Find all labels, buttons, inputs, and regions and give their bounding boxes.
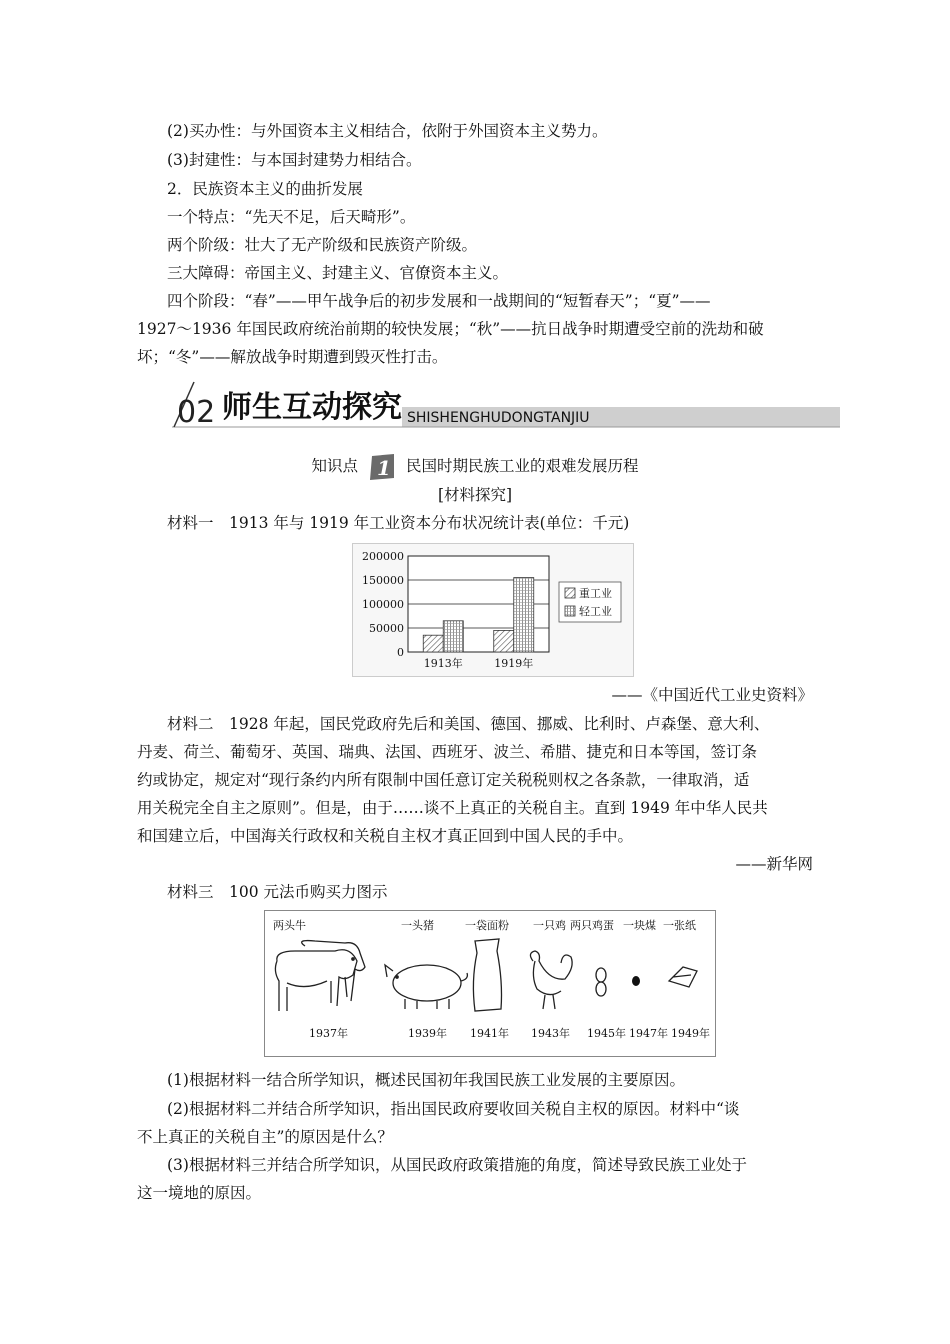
section-banner bbox=[172, 372, 840, 430]
question-3-line-2: 这一境地的原因。 bbox=[137, 1184, 262, 1202]
material3-caption: 材料三 100 元法币购买力图示 bbox=[167, 883, 388, 901]
item-year-1945: 1945年 bbox=[587, 1027, 626, 1040]
item-label-chicken: 一只鸡 bbox=[533, 919, 566, 932]
feature-2: 两个阶级：壮大了无产阶级和民族资产阶级。 bbox=[167, 236, 478, 254]
question-2-line-1: (2)根据材料二并结合所学知识，指出国民政府要收回关税自主权的原因。材料中“谈 bbox=[167, 1100, 740, 1118]
item-year-1937: 1937年 bbox=[309, 1027, 348, 1040]
legend-swatch bbox=[565, 606, 575, 616]
kp-number: 1 bbox=[377, 456, 391, 480]
kp-prefix: 知识点 bbox=[311, 457, 358, 475]
kp-title: 民国时期民族工业的艰难发展历程 bbox=[406, 457, 639, 475]
item-label-pig: 一头猪 bbox=[401, 919, 434, 932]
flour-sack-icon bbox=[473, 939, 501, 1011]
kp-number-badge bbox=[368, 454, 396, 480]
legend-label: 重工业 bbox=[579, 587, 612, 600]
y-tick-label: 150000 bbox=[362, 574, 404, 587]
bar-重工业-1913年 bbox=[423, 635, 443, 652]
material1-caption: 材料一 1913 年与 1919 年工业资本分布状况统计表(单位：千元) bbox=[167, 514, 630, 532]
feature-1: 一个特点：“先天不足，后天畸形”。 bbox=[167, 208, 416, 226]
y-tick-label: 200000 bbox=[362, 550, 404, 563]
item-year-1943: 1943年 bbox=[531, 1027, 570, 1040]
item-year-1949: 1949年 bbox=[671, 1027, 710, 1040]
y-tick-label: 0 bbox=[397, 646, 404, 659]
purchasing-power-illustration bbox=[264, 910, 716, 1057]
question-1: (1)根据材料一结合所学知识，概述民国初年我国民族工业发展的主要原因。 bbox=[167, 1071, 685, 1089]
stages-line-2: 1927～1936 年国民政府统治前期的较快发展；“秋”——抗日战争时期遭受空前的洗劫和破 bbox=[137, 320, 764, 338]
banner-number: 02 bbox=[177, 395, 216, 430]
material2-source: ——新华网 bbox=[735, 855, 813, 873]
item-label-coal: 一块煤 bbox=[623, 919, 656, 932]
legend-label: 轻工业 bbox=[579, 605, 612, 618]
pig-icon bbox=[385, 965, 467, 1009]
item-label-eggs: 两只鸡蛋 bbox=[570, 919, 614, 932]
question-3-line-1: (3)根据材料三并结合所学知识，从国民政府政策措施的角度，简述导致民族工业处于 bbox=[167, 1156, 747, 1174]
question-2-line-2: 不上真正的关税自主”的原因是什么？ bbox=[137, 1128, 393, 1146]
legend-swatch bbox=[565, 588, 575, 598]
material2-line-1: 材料二 1928 年起，国民党政府先后和美国、德国、挪威、比利时、卢森堡、意大利、 bbox=[167, 715, 770, 733]
item-year-1947: 1947年 bbox=[629, 1027, 668, 1040]
intro-item-2: (2)买办性：与外国资本主义相结合，依附于外国资本主义势力。 bbox=[167, 122, 608, 140]
eggs-icon bbox=[596, 968, 606, 996]
bar-轻工业-1919年 bbox=[514, 578, 534, 652]
x-tick-label: 1919年 bbox=[494, 657, 534, 670]
bar-重工业-1919年 bbox=[494, 630, 514, 652]
intro-item-3: (3)封建性：与本国封建势力相结合。 bbox=[167, 151, 422, 169]
material2-line-5: 和国建立后，中国海关行政权和关税自主权才真正回到中国人民的手中。 bbox=[137, 827, 634, 845]
stages-line-3: 坏；“冬”——解放战争时期遭到毁灭性打击。 bbox=[137, 348, 448, 366]
coal-icon bbox=[632, 976, 640, 986]
bar-轻工业-1913年 bbox=[443, 621, 463, 652]
chicken-icon bbox=[530, 951, 572, 1009]
item-label-flour: 一袋面粉 bbox=[465, 919, 509, 932]
y-tick-label: 100000 bbox=[362, 598, 404, 611]
paper-icon bbox=[669, 967, 697, 987]
stages-line-1: 四个阶段：“春”——甲午战争后的初步发展和一战期间的“短暂春天”；“夏”—— bbox=[167, 292, 711, 310]
banner-pinyin: SHISHENGHUDONGTANJIU bbox=[407, 410, 590, 426]
material2-line-4: 用关税完全自主之原则”。但是，由于……谈不上真正的关税自主。直到 1949 年中华人民共 bbox=[137, 799, 768, 817]
section-heading-2: 2．民族资本主义的曲折发展 bbox=[167, 180, 363, 198]
item-label-paper: 一张纸 bbox=[663, 919, 696, 932]
material-inquiry-label: [材料探究] bbox=[437, 486, 513, 504]
item-label-cattle: 两头牛 bbox=[273, 919, 306, 932]
knowledge-point-heading bbox=[137, 452, 813, 480]
material2-line-3: 约或协定，规定对“现行条约内所有限制中国任意订定关税税则权之各条款，一律取消，适 bbox=[137, 771, 750, 789]
material1-source: ——《中国近代工业史资料》 bbox=[611, 686, 813, 704]
feature-3: 三大障碍：帝国主义、封建主义、官僚资本主义。 bbox=[167, 264, 509, 282]
item-year-1939: 1939年 bbox=[408, 1027, 447, 1040]
y-tick-label: 50000 bbox=[369, 622, 404, 635]
x-tick-label: 1913年 bbox=[423, 657, 463, 670]
industry-capital-chart bbox=[352, 543, 634, 677]
chart-legend bbox=[559, 582, 621, 622]
material2-line-2: 丹麦、荷兰、葡萄牙、英国、瑞典、法国、西班牙、波兰、希腊、捷克和日本等国，签订条 bbox=[137, 743, 758, 761]
banner-title: 师生互动探究 bbox=[222, 390, 402, 425]
cattle-icon bbox=[275, 941, 365, 1011]
item-year-1941: 1941年 bbox=[470, 1027, 509, 1040]
